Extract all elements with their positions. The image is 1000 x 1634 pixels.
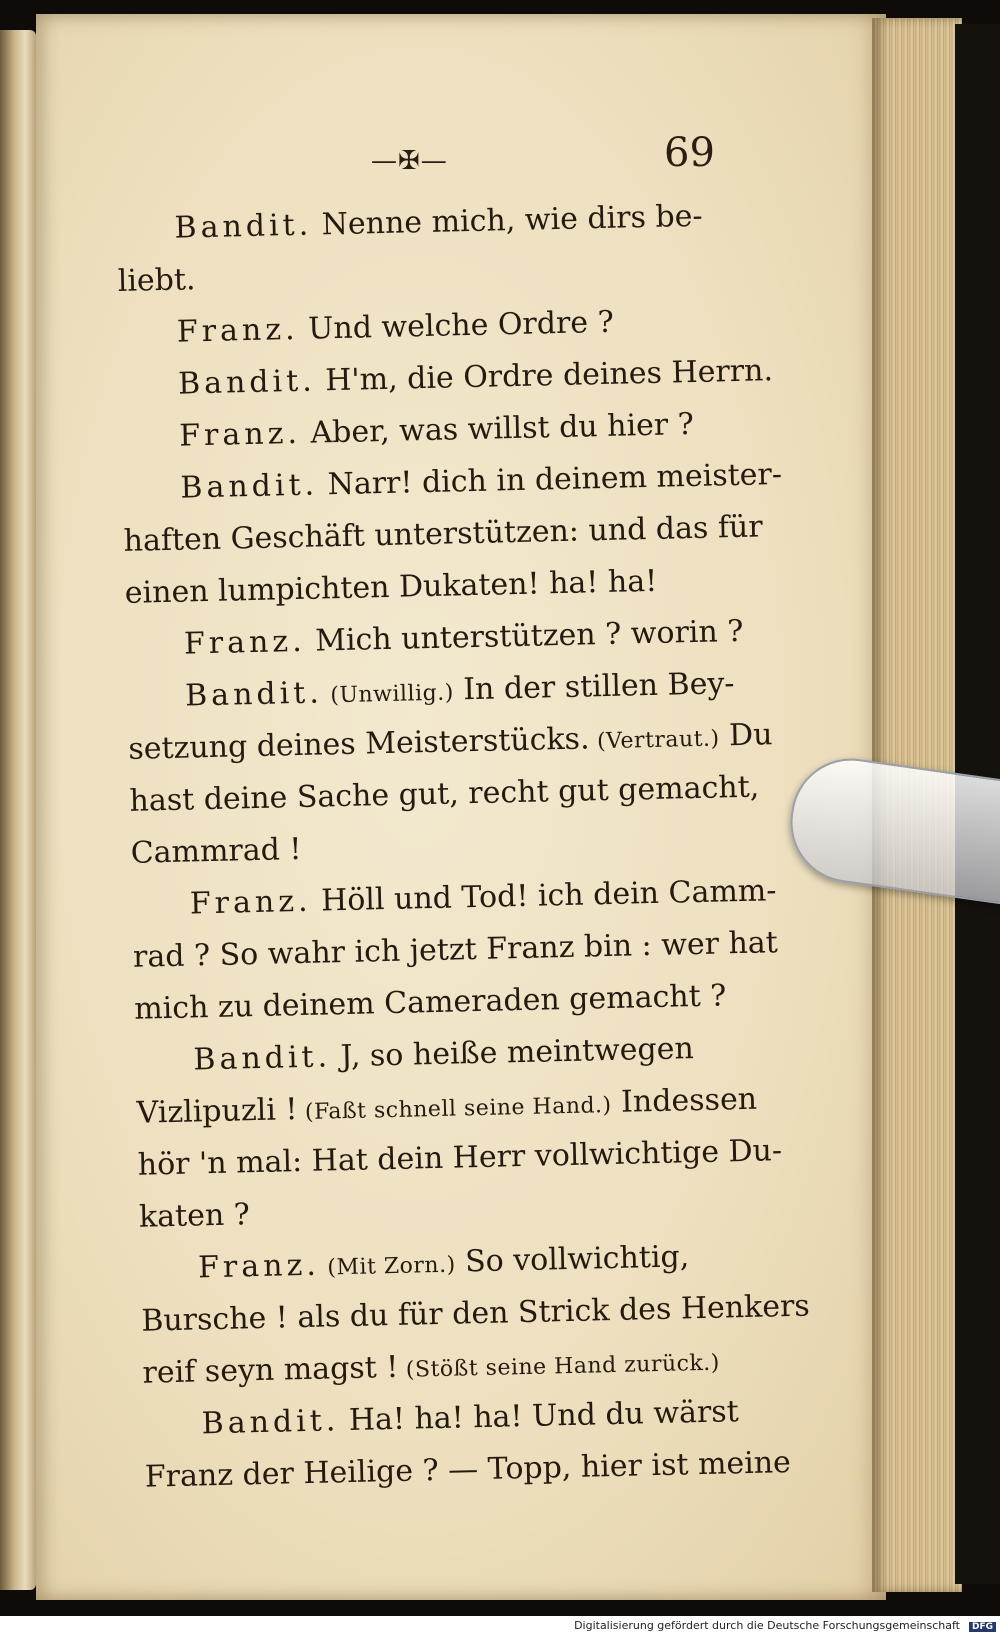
funding-credit: Digitalisierung gefördert durch die Deutsche Forschungsgemeinschaft [574,1619,960,1632]
line-text: katen ? [138,1197,251,1235]
line-text: reif seyn magst ! [142,1349,399,1391]
speaker-name: Bandit. [177,363,317,402]
line-text: Vizlipuzli ! [136,1092,298,1131]
speaker-name: Franz. [176,311,300,350]
line-text: liebt. [117,262,196,299]
stage-direction: (Mit Zorn.) [319,1252,456,1281]
speaker-name: Bandit. [201,1403,340,1442]
dfg-logo: DFG [969,1622,996,1632]
speaker-name: Bandit. [180,467,319,506]
line-text: Und welche Ordre ? [298,304,615,347]
body-text [116,189,811,1504]
speaker-name: Bandit. [174,207,313,246]
line-text: setzung deines Meisterstücks. [127,721,590,767]
speaker-name: Franz. [178,415,302,454]
speaker-name: Bandit. [184,675,324,714]
line-text: Ha! ha! ha! Und du wärst [338,1394,740,1439]
line-text: So vollwichtig, [455,1239,690,1280]
line-text: hör 'n mal: Hat dein Herr vollwichtige Du- [137,1133,783,1183]
line-text: H'm, die Ordre deines Herrn. [315,353,774,399]
book-page [36,14,886,1600]
speaker-name: Bandit. [193,1039,332,1078]
left-page-edge [0,30,36,1590]
line-text: J, so heiße meintwegen [330,1031,695,1075]
speaker-name: Franz. [189,883,312,922]
line-text: Indessen [611,1081,758,1120]
stage-direction: (Stößt seine Hand zurück.) [398,1350,721,1383]
line-text: Bursche ! als du für den Strick des Henkers [140,1288,811,1339]
line-text: haften Geschäft unterstützen: und das für [123,509,764,559]
speaker-name: Franz. [183,623,307,662]
line-text: Aber, was willst du hier ? [300,406,695,451]
footer-bar [0,1616,1000,1634]
stage-direction: (Unwillig.) [322,680,455,709]
line-text: In der stillen Bey- [453,666,735,708]
speaker-name: Franz. [197,1247,321,1286]
line-text: Nenne mich, wie dirs be- [311,198,703,243]
page-header [36,126,886,186]
stage-direction: (Vertraut.) [589,726,720,755]
line-text: rad ? So wahr ich jetzt Franz bin : wer hat [132,925,779,975]
page-number: 69 [664,130,715,176]
line-text: Höll und Tod! ich dein Camm- [311,873,777,919]
line-text: Franz der Heilige ? — Topp, hier ist meine [144,1445,792,1495]
line-text: Narr! dich in deinem meister- [317,456,783,503]
line-text: mich zu deinem Cameraden gemacht ? [133,978,727,1027]
line-text: Du [719,717,773,754]
stage-direction: (Faßt schnell seine Hand.) [297,1092,612,1126]
header-ornament: —✠— [371,146,448,176]
line-text: Mich unterstützen ? worin ? [305,613,744,659]
line-text: einen lumpichten Dukaten! ha! ha! [124,563,658,611]
line-text: hast deine Sache gut, recht gut gemacht, [129,769,760,819]
line-text: Cammrad ! [130,831,302,871]
